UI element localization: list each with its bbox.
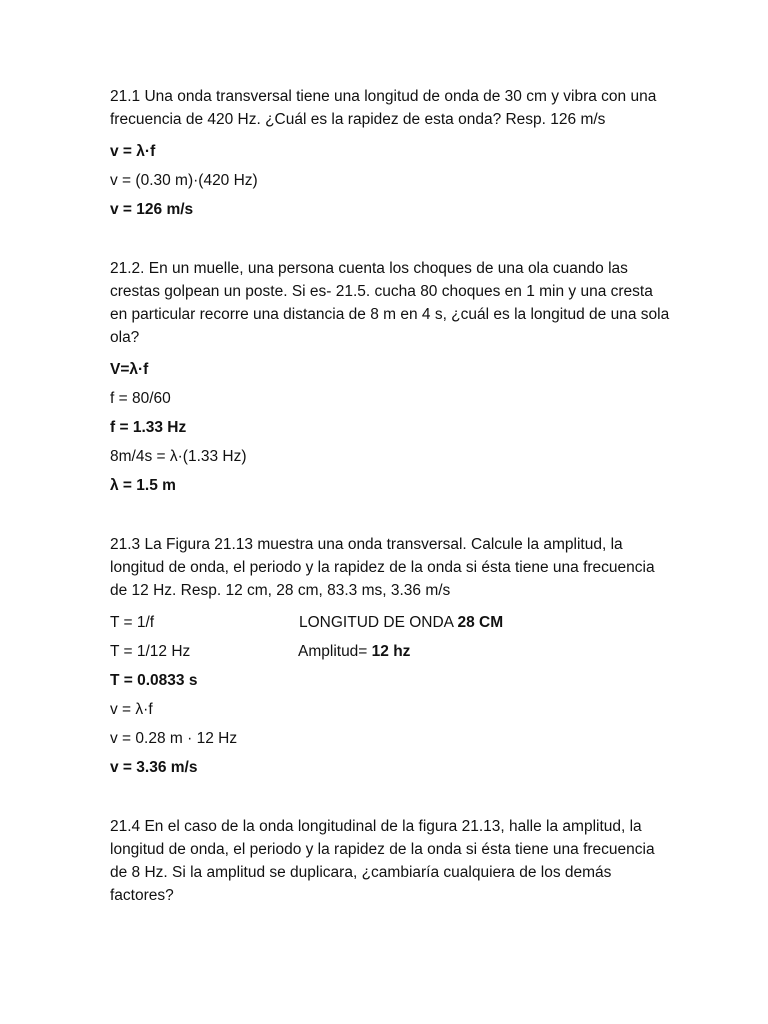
- result-line: T = 0.0833 s: [110, 672, 198, 689]
- wavelength-value: 28 CM: [457, 614, 504, 631]
- result-line: v = 126 m/s: [110, 201, 194, 218]
- formula-line: f = 80/60: [110, 390, 171, 407]
- formula-line: v = (0.30 m)·(420 Hz): [110, 172, 258, 189]
- formula-line: v = λ·f: [110, 701, 153, 718]
- amplitude-answer: [298, 637, 410, 666]
- formula-line: v = λ·f: [110, 143, 156, 160]
- problem-21-3-statement: 21.3 La Figura 21.13 muestra una onda transversal. Calcule la amplitud, la longitud de onda, el periodo y la rapidez de la onda si ésta tiene una frecuencia de 12 Hz. Resp. 12 cm, 28 cm, 83.3 ms, 3.36 m/s: [110, 536, 655, 599]
- formula-row: [110, 608, 670, 637]
- result-line: v = 3.36 m/s: [110, 759, 198, 776]
- formula-line: T = 1/f: [110, 614, 155, 631]
- formula-row: [110, 637, 670, 666]
- formula-line: 8m/4s = λ·(1.33 Hz): [110, 448, 247, 465]
- amplitude-value: 12 hz: [371, 643, 411, 660]
- document-body: [110, 85, 670, 907]
- formula-line: v = 0.28 m · 12 Hz: [110, 730, 238, 747]
- result-line: f = 1.33 Hz: [110, 419, 187, 436]
- wavelength-answer: [299, 608, 503, 637]
- formula-line: T = 1/12 Hz: [110, 643, 191, 660]
- amplitude-label: Amplitud=: [298, 643, 372, 660]
- formula-line: V=λ·f: [110, 361, 149, 378]
- problem-21-2-statement: 21.2. En un muelle, una persona cuenta los choques de una ola cuando las crestas golpean un poste. Si es- 21.5. cucha 80 choques en 1 min y una cresta en particular recorre una distancia de 8 m en 4 s, ¿cuál es la longitud de una sola ola?: [110, 260, 670, 346]
- problem-21-1-statement: 21.1 Una onda transversal tiene una longitud de onda de 30 cm y vibra con una frecuencia de 420 Hz. ¿Cuál es la rapidez de esta onda? Resp. 126 m/s: [110, 88, 657, 128]
- result-line: λ = 1.5 m: [110, 477, 176, 494]
- wavelength-label: LONGITUD DE ONDA: [299, 614, 458, 631]
- problem-21-4-statement: 21.4 En el caso de la onda longitudinal de la figura 21.13, halle la amplitud, la longitud de onda, el periodo y la rapidez de la onda si ésta tiene una frecuencia de 8 Hz. Si la amplitud se duplicara, ¿cambiaría cualquiera de los demás factores?: [110, 818, 655, 904]
